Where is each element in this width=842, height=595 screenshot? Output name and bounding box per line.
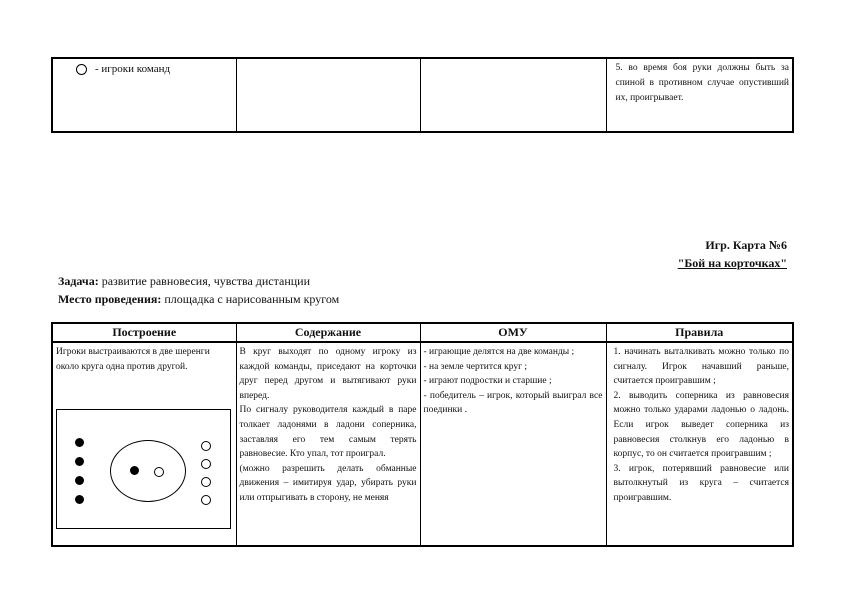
task-place xyxy=(58,292,339,307)
rule5-cell xyxy=(606,58,793,132)
header-postroenie: Построение xyxy=(52,323,236,342)
card-title: "Бой на корточках" xyxy=(677,256,787,270)
player-in-circle-open-icon xyxy=(154,467,164,477)
rule-5: 5. во время боя руки должны быть за спиной в противном случае опустивший их, проигрывает. xyxy=(615,63,789,103)
content-paragraph: В круг выходят по одному игроку из каждой команды, приседают на корточки друг перед другом и вытягивают руки вперед. xyxy=(239,347,417,401)
player-team-b-icon xyxy=(201,441,211,451)
legend-text: - игроки команд xyxy=(95,63,171,75)
omu-item: - играющие делятся на две команды ; xyxy=(423,347,575,357)
header-pravila: Правила xyxy=(606,323,793,342)
content-paragraph: (можно разрешить делать обманные движения – имитируя удар, убирать руки или отпрыгивать в сторону, не меняя xyxy=(239,463,417,503)
player-team-a-icon xyxy=(75,457,84,466)
formation-diagram xyxy=(56,409,231,529)
empty-cell xyxy=(420,58,606,132)
omu-item: - играют подростки и старшие ; xyxy=(423,376,552,387)
player-team-b-icon xyxy=(201,477,211,487)
empty-cell xyxy=(236,58,420,132)
rule-item: 3. игрок, потерявший равновесие или вытолкнутый из круга – считается проигравшим. xyxy=(613,463,789,503)
goal-label: Задача: xyxy=(58,274,99,288)
place-text: площадка с нарисованным кругом xyxy=(161,292,340,306)
content-paragraph: По сигналу руководителя каждый в паре толкает ладонями в ладони соперника, заставляя его тем самым терять равновесие. Кто упал, тот проиграл. xyxy=(239,405,417,460)
formation-text: Игроки выстраиваются в две шеренги около круга одна против другой. xyxy=(56,347,210,372)
open-circle-icon xyxy=(76,64,87,75)
rules-cell xyxy=(606,342,793,546)
rule-item: 1. начинать выталкивать можно только по сигналу. Игрок начавший раньше, считается проигравшим ; xyxy=(613,347,789,387)
goal-text: развитие равновесия, чувства дистанции xyxy=(98,274,311,288)
rule-item: 2. выводить соперника из равновесия можно только ударами ладонью о ладонь. Если игрок выведет соперника из равновесия столкнув его ладонью в корпус, то он считается проигравшим ; xyxy=(613,390,789,460)
omu-item: - на земле чертится круг ; xyxy=(423,361,528,372)
top-table xyxy=(51,57,794,133)
player-team-b-icon xyxy=(201,495,211,505)
player-team-b-icon xyxy=(201,459,211,469)
place-label: Место проведения: xyxy=(58,292,162,306)
card-number: Игр. Карта №6 xyxy=(705,238,787,252)
omu-item: - победитель – игрок, который выиграл все поединки . xyxy=(423,390,603,416)
player-team-a-icon xyxy=(75,476,84,485)
player-team-a-icon xyxy=(75,495,84,504)
circle-area-icon xyxy=(110,440,186,502)
legend-cell xyxy=(52,58,236,132)
task-goal xyxy=(58,274,310,289)
content-cell xyxy=(236,342,420,546)
omu-cell xyxy=(420,342,606,546)
player-in-circle-filled-icon xyxy=(130,466,139,475)
header-soderzhanie: Содержание xyxy=(236,323,420,342)
player-team-a-icon xyxy=(75,438,84,447)
header-omu: ОМУ xyxy=(420,323,606,342)
